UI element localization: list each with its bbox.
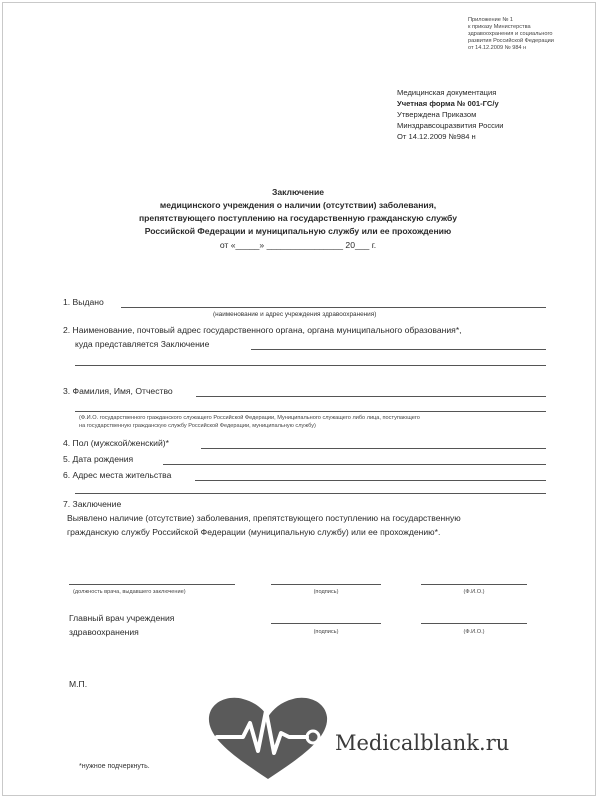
field-3-label: 3. Фамилия, Имя, Отчество [63, 386, 173, 396]
field-2-label: 2. Наименование, почтовый адрес государственного органа, органа муниципального образования*, [63, 325, 462, 335]
field-7-text: Выявлено наличие (отсутствие) заболевания, препятствующего поступлению на государственную [67, 513, 461, 523]
form-meta-line: Утверждена Приказом [397, 110, 477, 119]
field-1-label: 1. Выдано [63, 297, 104, 307]
head-doctor-label: Главный врач учреждения [69, 613, 175, 623]
field-1-hint: (наименование и адрес учреждения здравоохранения) [213, 311, 377, 318]
title-line: медицинского учреждения о наличии (отсутствии) заболевания, [159, 200, 437, 210]
field-2-line[interactable] [75, 365, 546, 366]
field-1-line[interactable] [121, 307, 546, 308]
corner-note [468, 17, 588, 52]
field-7-text: гражданскую службу Российской Федерации (муниципальную службу) или ее прохождению*. [67, 527, 441, 537]
doctor-signature-line[interactable] [271, 584, 381, 585]
field-3-line[interactable] [196, 396, 546, 397]
doctor-position-line[interactable] [69, 584, 235, 585]
field-4-label: 4. Пол (мужской/женский)* [63, 438, 169, 448]
field-3-hint: (Ф.И.О. государственного гражданского служащего Российской Федерации, Муниципального служащего либо лица, поступающего [79, 415, 420, 421]
stamp-place: М.П. [69, 679, 88, 689]
field-5-line[interactable] [163, 464, 546, 465]
doctor-position-caption: (должность врача, выдавшего заключение) [73, 589, 186, 595]
head-name-line[interactable] [421, 623, 527, 624]
title-date-line: от «_____» ________________ 20___ г. [219, 240, 377, 250]
corner-note-line: Приложение № 1 [468, 17, 514, 23]
head-name-caption: (Ф.И.О.) [463, 629, 485, 635]
document-title [63, 186, 533, 252]
field-2-label-cont: куда представляется Заключение [75, 339, 210, 349]
head-signature-caption: (подпись) [313, 629, 339, 635]
field-6-line[interactable] [75, 493, 546, 494]
field-3-hint: на государственную гражданскую службу Российской Федерации, муниципальную службу) [79, 423, 316, 429]
field-5-label: 5. Дата рождения [63, 454, 134, 464]
corner-note-line: развития Российской Федерации [468, 38, 554, 44]
field-3-line[interactable] [75, 411, 546, 412]
corner-note-line: к приказу Министерства [468, 24, 531, 30]
head-doctor-label-cont: здравоохранения [69, 627, 139, 637]
doctor-name-caption: (Ф.И.О.) [463, 589, 485, 595]
form-meta-line: От 14.12.2009 №984 н [397, 132, 476, 141]
field-6-label: 6. Адрес места жительства [63, 470, 172, 480]
field-4-line[interactable] [201, 448, 546, 449]
field-6-line[interactable] [195, 480, 546, 481]
field-7-label: 7. Заключение [63, 499, 122, 509]
document-page [2, 2, 596, 796]
head-signature-line[interactable] [271, 623, 381, 624]
form-meta-line: Учетная форма № 001-ГС/у [397, 99, 499, 108]
field-2-line[interactable] [251, 349, 546, 350]
form-meta-line: Медицинская документация [397, 88, 497, 97]
title-heading: Заключение [271, 187, 325, 197]
watermark-text: Medicalblank.ru [335, 731, 510, 755]
form-meta [397, 87, 587, 142]
corner-note-line: здравоохранения и социального [468, 31, 553, 37]
title-line: препятствующего поступлению на государственную гражданскую службу [138, 213, 458, 223]
footnote: *нужное подчеркнуть. [79, 763, 150, 770]
watermark [203, 693, 543, 783]
title-line: Российской Федерации и муниципальную службу или ее прохождению [144, 226, 452, 236]
doctor-name-line[interactable] [421, 584, 527, 585]
doctor-signature-caption: (подпись) [313, 589, 339, 595]
heart-pulse-icon [203, 693, 333, 783]
form-meta-line: Минздравсоцразвития России [397, 121, 504, 130]
corner-note-line: от 14.12.2009 № 984 н [468, 45, 527, 51]
